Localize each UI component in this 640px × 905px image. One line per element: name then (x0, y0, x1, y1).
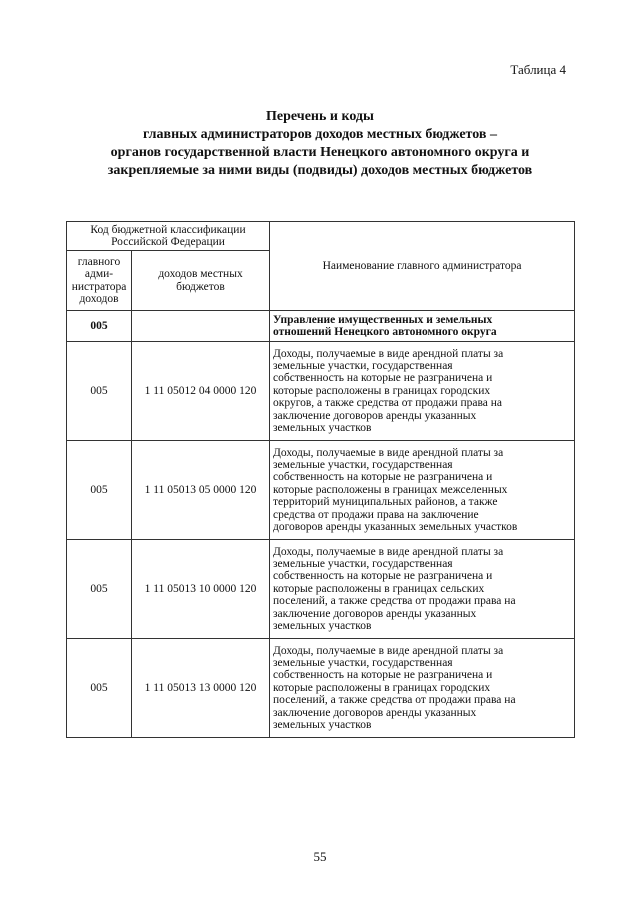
admin-row (67, 311, 575, 342)
empty-cell (132, 311, 270, 342)
header-revenue-code: доходов местных бюджетов (132, 251, 270, 311)
admin-code-cell: 005 (67, 540, 132, 639)
revenue-description: Доходы, получаемые в виде арендной платы за земельные участки, государственная собственность на которые не разграничена и которые расположены в границах межселенных территорий муниципальных районов, а также средства от продажи права на заключение договоров аренды указанных земельных участков (270, 441, 575, 540)
title-line: закрепляемые за ними виды (подвиды) доходов местных бюджетов (107, 163, 533, 178)
revenue-code-cell: 1 11 05013 05 0000 120 (132, 441, 270, 540)
document-title (60, 108, 580, 180)
revenue-description: Доходы, получаемые в виде арендной платы за земельные участки, государственная собственность на которые не разграничена и которые расположены в границах городских округов, а также средства от продажи права на заключение договоров аренды указанных земельных участков (270, 342, 575, 441)
revenue-code-cell: 1 11 05012 04 0000 120 (132, 342, 270, 441)
table-row (67, 342, 575, 441)
table-row (67, 639, 575, 738)
table-label: Таблица 4 (510, 62, 566, 77)
table-row (67, 441, 575, 540)
table-row (67, 540, 575, 639)
revenue-description: Доходы, получаемые в виде арендной платы за земельные участки, государственная собственность на которые не разграничена и которые расположены в границах городских поселений, а также средства от продажи права на заключение договоров аренды указанных земельных участков (270, 639, 575, 738)
header-admin-code: главного адми- нистратора доходов (67, 251, 132, 311)
admin-code-cell: 005 (67, 639, 132, 738)
revenue-description: Доходы, получаемые в виде арендной платы за земельные участки, государственная собственность на которые не разграничена и которые расположены в границах сельских поселений, а также средства от продажи права на заключение договоров аренды указанных земельных участков (270, 540, 575, 639)
title-line: главных администраторов доходов местных бюджетов – (143, 127, 497, 142)
page-number: 55 (313, 849, 327, 864)
admin-code-cell: 005 (67, 342, 132, 441)
revenue-code-cell: 1 11 05013 13 0000 120 (132, 639, 270, 738)
revenue-code-cell: 1 11 05013 10 0000 120 (132, 540, 270, 639)
title-line: органов государственной власти Ненецкого автономного округа и (110, 145, 530, 160)
admin-name: Управление имущественных и земельных отношений Ненецкого автономного округа (270, 311, 575, 342)
header-budget-classification: Код бюджетной классификации Российской Федерации (67, 222, 270, 251)
title-line: Перечень и коды (266, 109, 374, 124)
admin-code: 005 (67, 311, 132, 342)
header-administrator-name: Наименование главного администратора (270, 222, 575, 311)
admin-code-cell: 005 (67, 441, 132, 540)
revenue-codes-table (66, 221, 575, 738)
